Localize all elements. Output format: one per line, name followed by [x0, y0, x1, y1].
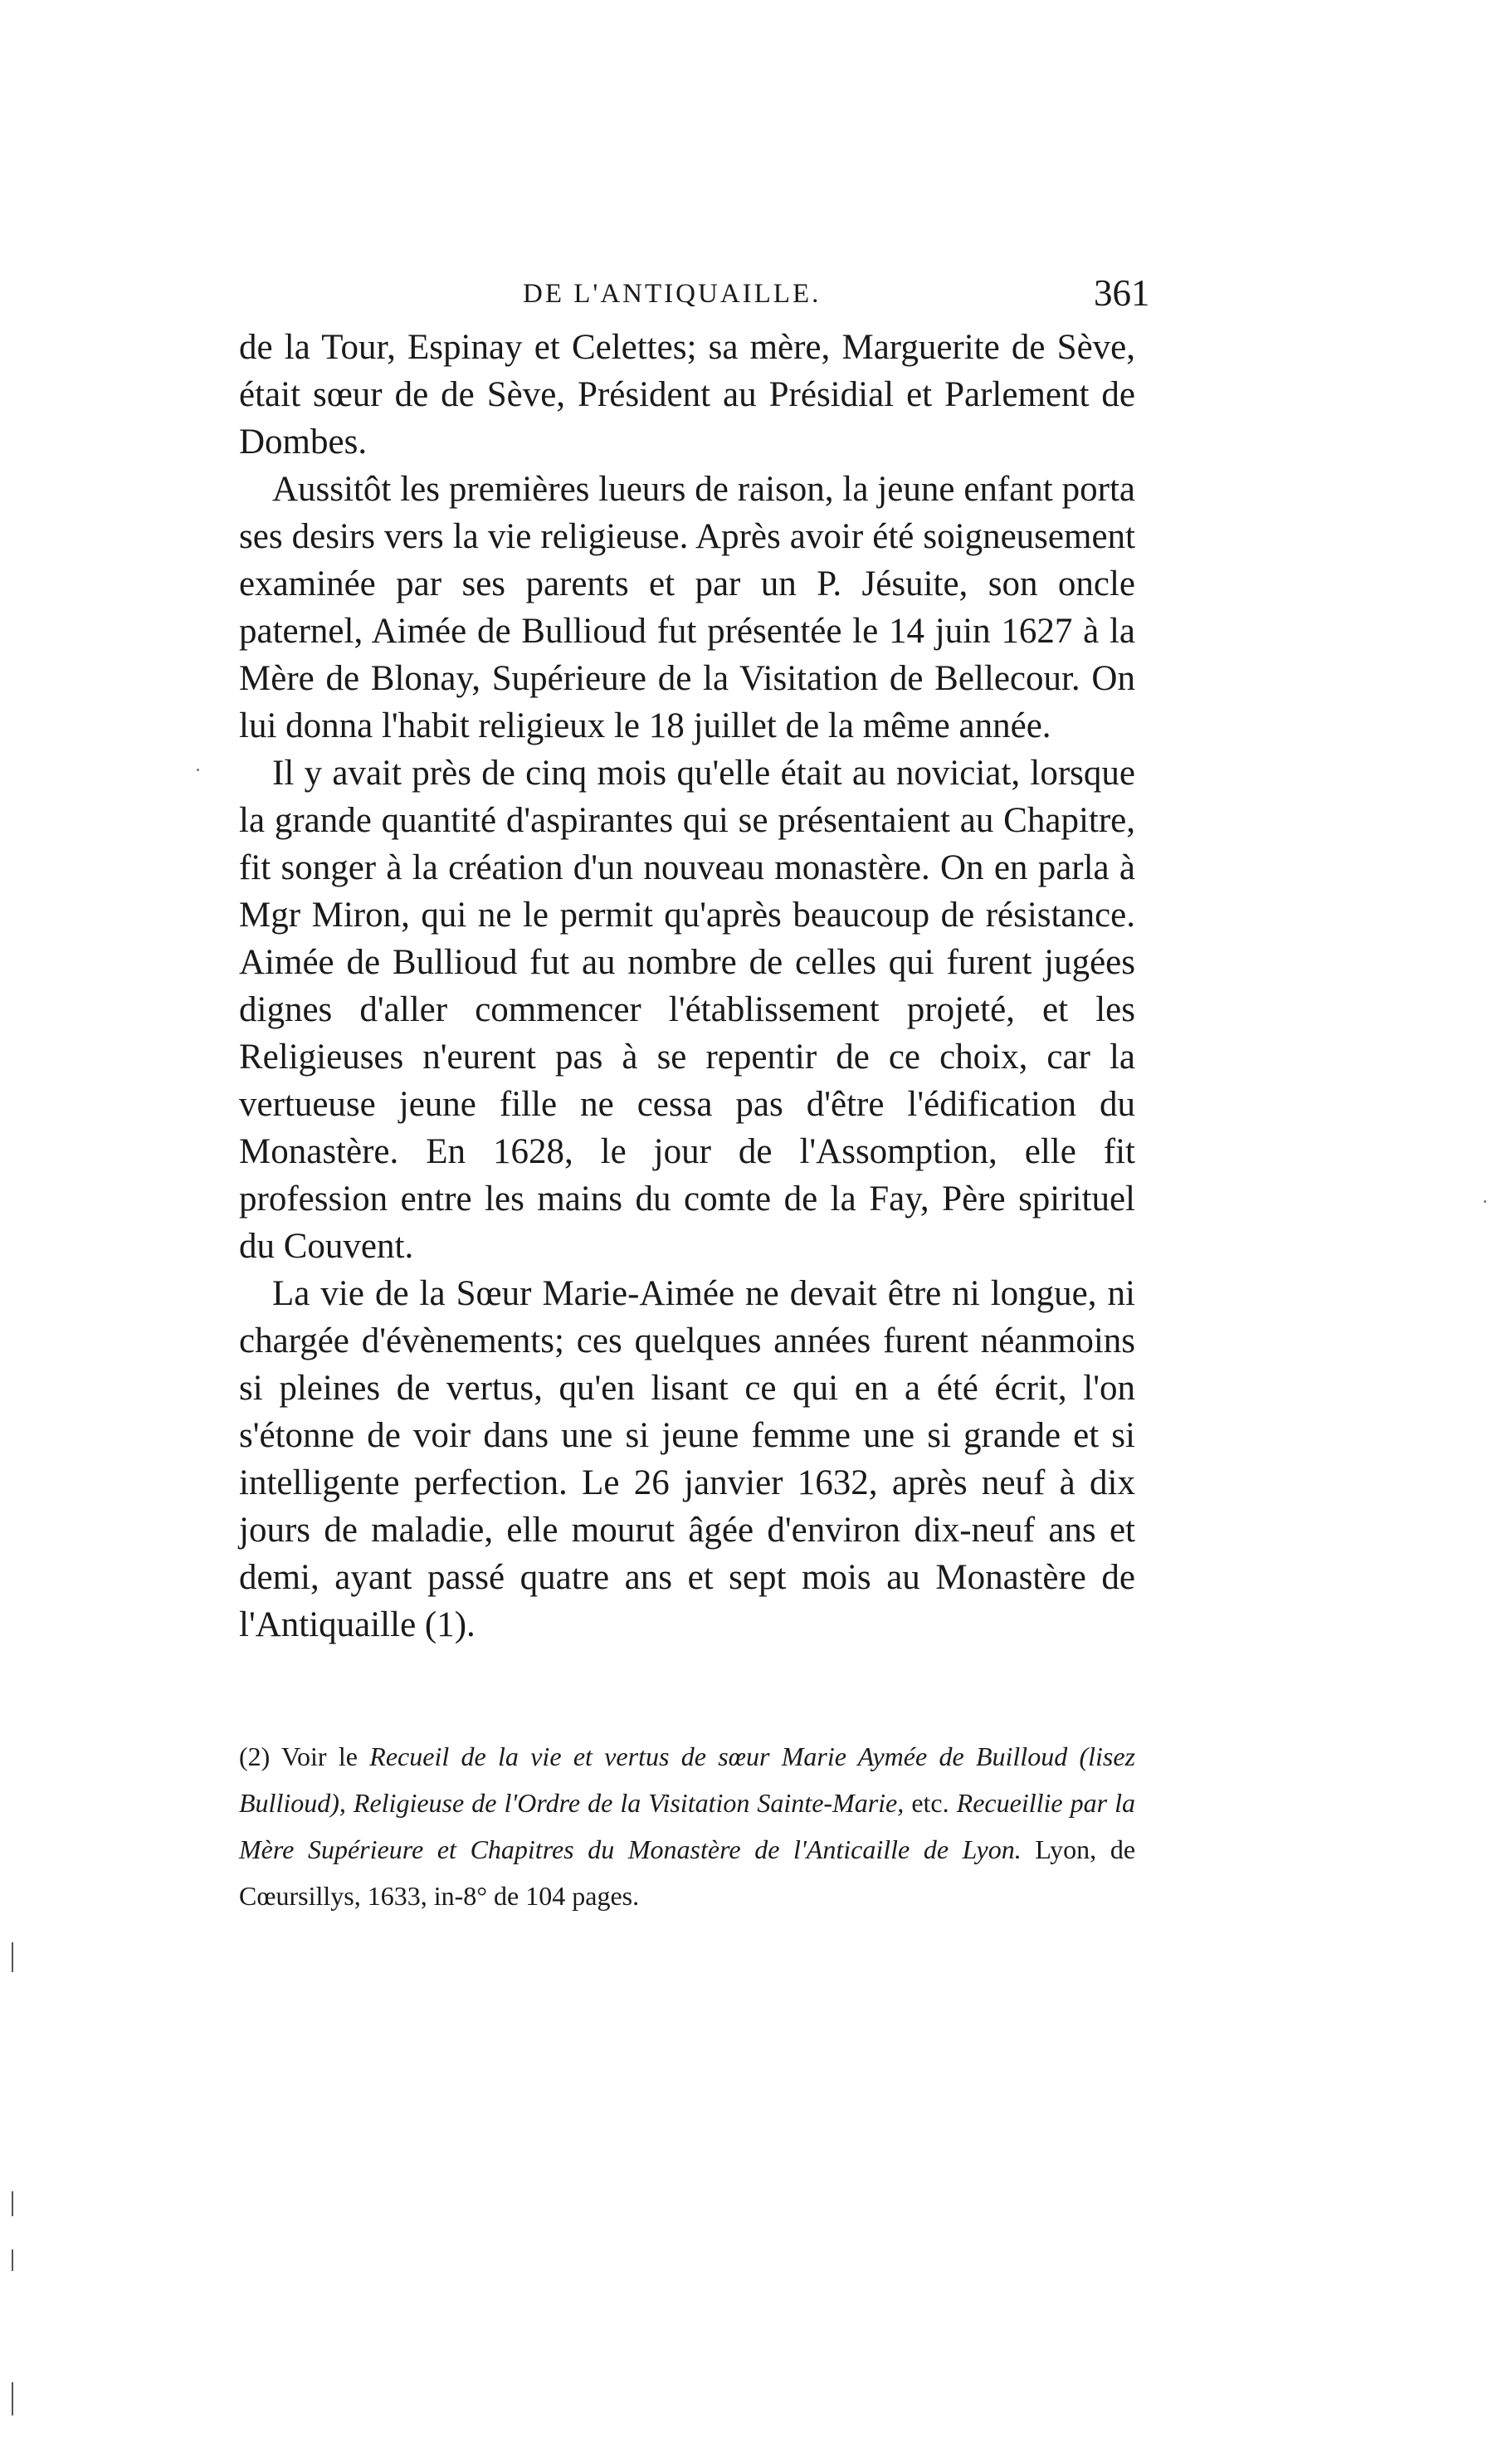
footnote-etc: etc.: [911, 1788, 949, 1818]
scan-speck: [197, 769, 199, 771]
scan-edge-mark: [12, 1942, 13, 1972]
paragraph: Il y avait près de cinq mois qu'elle était au noviciat, lorsque la grande quantité d'aspirantes qui se présentaient au Chapitre, fit songer à la création d'un nouveau monastère. On en parla à Mgr Miron, qui ne le permit qu'après beaucoup de résistance. Aimée de Bullioud fut au nombre de celles qui furent jugées dignes d'aller commencer l'établissement projeté, et les Religieuses n'eurent pas à se repentir de ce choix, car la vertueuse jeune fille ne cessa pas d'être l'édification du Monastère. En 1628, le jour de l'Assomption, elle fit profession entre les mains du comte de la Fay, Père spirituel du Couvent.: [239, 754, 1135, 1266]
scan-speck: [1484, 1200, 1486, 1203]
paragraph: Aussitôt les premières lueurs de raison, la jeune enfant porta ses desirs vers la vie religieuse. Après avoir été soigneusement examinée par ses parents et par un P. Jésuite, son oncle paternel, Aimée de Bullioud fut présentée le 14 juin 1627 à la Mère de Blonay, Supérieure de la Visitation de Bellecour. On lui donna l'habit religieux le 18 juillet de la même année.: [239, 470, 1135, 745]
footnote-imprint: Lyon, de Cœursillys, 1633, in-8° de 104 pages.: [239, 1834, 1136, 1911]
paragraph-continuation: de la Tour, Espinay et Celettes; sa mère, Marguerite de Sève, était sœur de de Sève, Président au Présidial et Parlement de Dombes.: [239, 328, 1135, 462]
footnote-lead: Voir le: [281, 1741, 358, 1771]
running-head: DE L'ANTIQUAILLE.: [523, 279, 822, 309]
scan-edge-mark: [12, 2249, 13, 2271]
paragraph: La vie de la Sœur Marie-Aimée ne devait être ni longue, ni chargée d'évènements; ces quelques années furent néanmoins si pleines de vertus, qu'en lisant ce qui en a été écrit, l'on s'étonne de voir dans une si jeune femme une si grande et si intelligente perfection. Le 26 janvier 1632, après neuf à dix jours de maladie, elle mourut âgée d'environ dix-neuf ans et demi, ayant passé quatre ans et sept mois au Monastère de l'Antiquaille (1).: [239, 1274, 1135, 1644]
footnote-subtitle: Recueillie par la Mère Supérieure et Chapitres du Monastère de l'Anticaille de Lyon.: [239, 1788, 1136, 1864]
body-text: [239, 324, 1135, 1648]
footnote-title: Recueil de la vie et vertus de sœur Marie Aymée de Builloud (lisez Bullioud), Religieuse de l'Ordre de la Visitation Sainte-Marie,: [239, 1741, 1136, 1818]
footnote-marker: (2): [239, 1741, 271, 1771]
page-number: 361: [1094, 272, 1150, 314]
scan-edge-mark: [12, 2191, 13, 2216]
scan-edge-mark: [12, 2382, 13, 2415]
footnote: [239, 1733, 1135, 1919]
